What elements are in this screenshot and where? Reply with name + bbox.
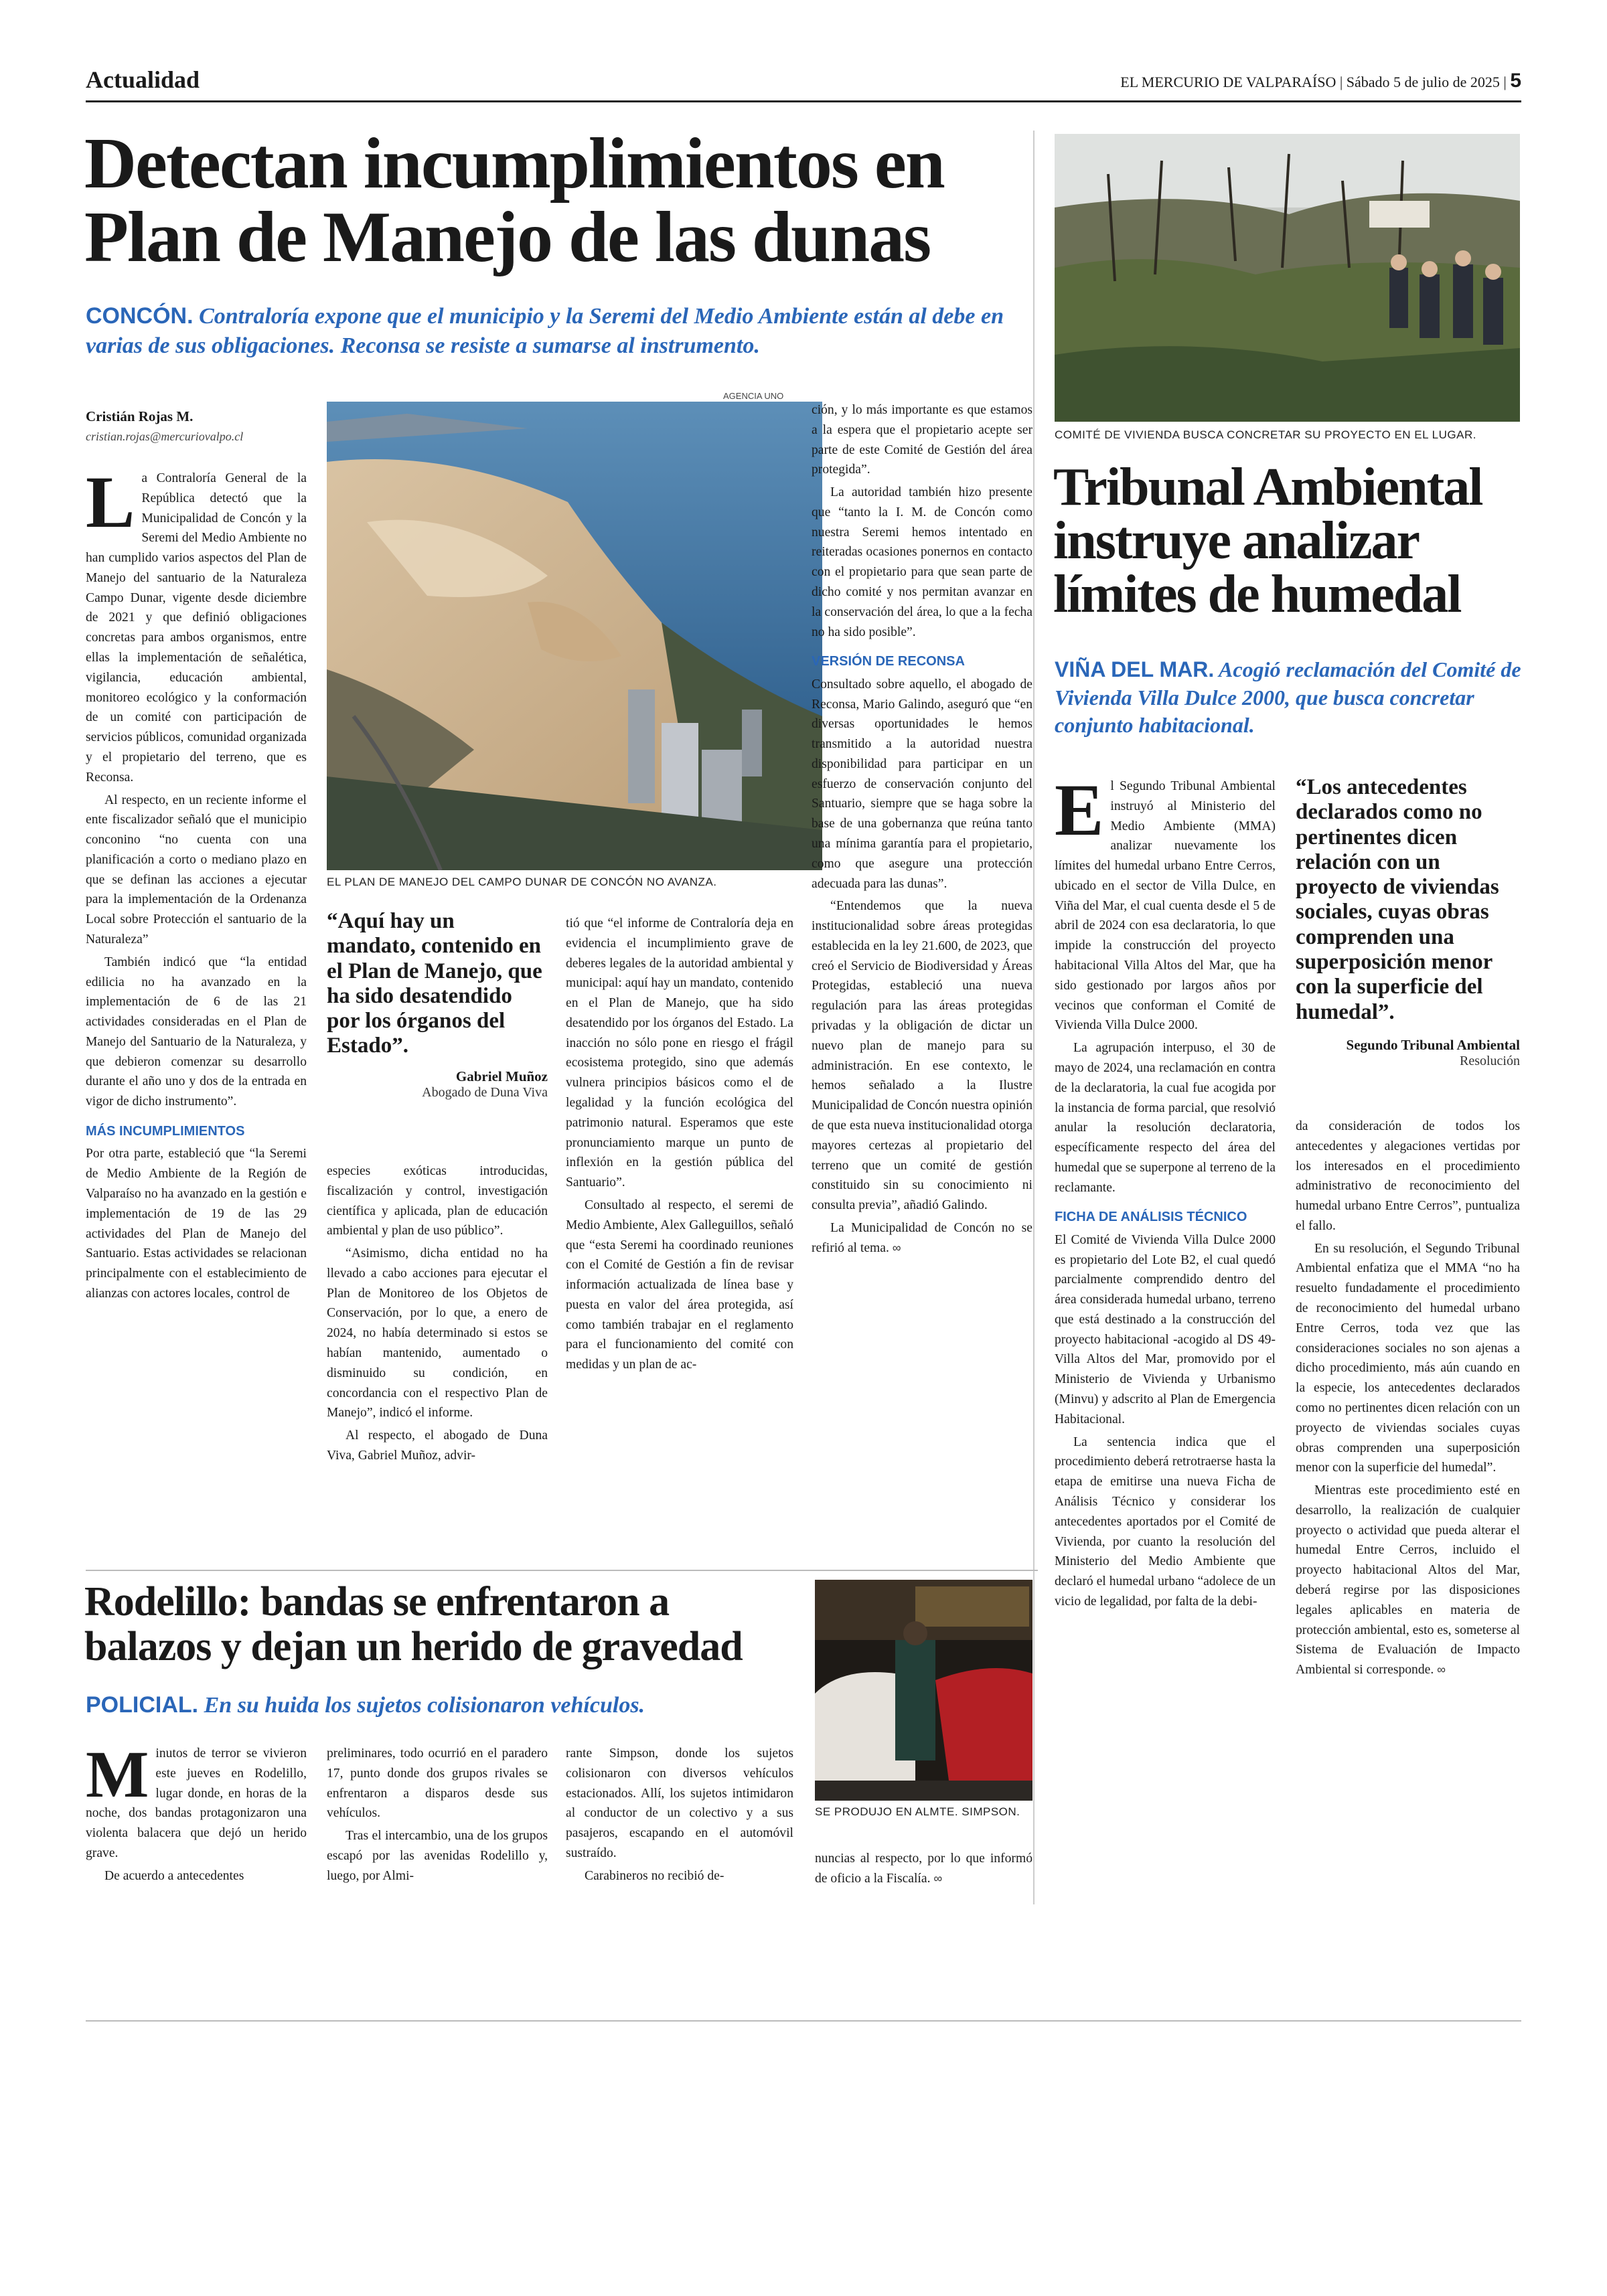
quote-name: Gabriel Muñoz	[455, 1068, 548, 1084]
issue-date: Sábado 5 de julio de 2025	[1346, 74, 1500, 90]
footer-rule	[86, 2020, 1521, 2022]
article3-column1: Minutos de terror se vivieron este jueves en Rodelillo, lugar donde, en horas de la noche, dos bandas protagonizaron una violenta balacera que dejó un herido grave. De acuerdo a antecedentes	[86, 1737, 307, 1883]
quote-text: “Los antecedentes declarados como no pertinentes dicen relación con un proyecto de viviendas sociales, cuyas obras comprenden una superposición menor con la superficie del humedal”.	[1296, 775, 1499, 1024]
article1-subhead-1: MÁS INCUMPLIMIENTOS	[86, 1124, 245, 1139]
article1-email[interactable]: cristian.rojas@mercuriovalpo.cl	[86, 430, 244, 443]
article2-pull-quote	[1296, 775, 1520, 1069]
end-mark-icon: ∞	[1437, 1663, 1446, 1677]
drop-cap: E	[1055, 769, 1104, 851]
article2-headline-line1: Tribunal Ambiental	[1053, 458, 1482, 517]
article2-headline-line2: instruye analizar	[1053, 511, 1419, 570]
header-rule	[86, 100, 1521, 102]
article2-lead	[1055, 656, 1523, 740]
article2-headline	[1053, 458, 1522, 624]
article1-pull-quote	[327, 909, 548, 1100]
article2-column2: da consideración de todos los antecedentes y alegaciones vertidas por los interesados en el procedimiento administrativo de reconocimiento del humedal urbano Entre Cerros”, puntualiza el fallo. En su resolución, el Segundo Tribunal Ambiental enfatiza que el MMA “no ha resuelto fundadamente el procedimiento de reconocimiento del humedal urbano Entre Cerros, toda vez que las consideraciones sociales no son ajenas a dicho procedimiento, más aún cuando en la especie, los antecedentes declarados como no pertinentes dicen relación con un proyecto de viviendas sociales cuyas obras comprenden una superposición menor con la superficie del humedal”. Mientras este procedimiento esté en desarrollo, la realización de cualquier proyecto o actividad que pueda alterar el humedal Entre Cerros, incluido el proyecto habitacional Altos del Mar, deberá regirse por las disposiciones legales aplicables en materia de protección ambiental, esto es, someterse al Sistema de Evaluación de Impacto Ambiental si corresponde. ∞	[1296, 1119, 1520, 1677]
dunes-photo	[327, 402, 822, 870]
article1-lead	[86, 301, 1037, 361]
article2-headline-line3: límites de humedal	[1053, 565, 1461, 624]
article3-column4: nuncias al respecto, por lo que informó de oficio a la Fiscalía. ∞	[815, 1852, 1032, 1886]
section-label: Actualidad	[86, 66, 200, 93]
quote-name: Segundo Tribunal Ambiental	[1346, 1036, 1520, 1053]
article-separator	[86, 1570, 1038, 1571]
quote-role: Abogado de Duna Viva	[422, 1084, 548, 1100]
article2-subhead: FICHA DE ANÁLISIS TÉCNICO	[1055, 1210, 1247, 1225]
column-divider	[1033, 131, 1035, 1904]
quote-text: “Aquí hay un mandato, contenido en el Plan de Manejo, que ha sido desatendido por los órganos del Estado”.	[327, 909, 542, 1058]
article1-column4: ción, y lo más importante es que estamos a la espera que el propietario acepte ser parte de este Comité de Gestión del área protegida”. La autoridad también hizo presente que “tanto la I. M. de Concón como nuestra Seremi hemos intentado en reiteradas ocasiones ponernos en contacto con el propietario para que sean parte de dicho comité y nos permitan avanzar en la conservación del área, lo que a la fecha no ha sido posible”. VERSIÓN DE RECONSA Consultado sobre aquello, el abogado de Reconsa, Mario Galindo, aseguró que “en diversas oportunidades le hemos transmitido a la autoridad nuestra disponibilidad para participar en un esfuerzo de conservación conjunto del Santuario, siempre que se haga sobre la base de una gobernanza que reúna tanto una mínima garantía para el propietario, como que asegure una protección adecuada para las dunas”. “Entendemos que la nueva institucionalidad sobre áreas protegidas establecida en la ley 21.600, de 2023, que creó el Servicio de Biodiversidad y Áreas Protegidas, estableció una nueva regulación para las áreas protegidas privadas y la obligación de dictar un nuevo plan de manejo para su administración. En ese contexto, le hemos señalado a la Ilustre Municipalidad de Concón nuestra opinión de que esta nueva institucionalidad otorga mayores certezas al propietario del terreno que un comité de gestión constituido sin su conocimiento ni consulta previa”, añadió Galindo. La Municipalidad de Concón no se refirió al tema. ∞	[812, 403, 1032, 1255]
article1-lead-text: Contraloría expone que el municipio y la Seremi del Medio Ambiente están al debe en varias de sus obligaciones. Reconsa se resiste a sumarse al instrumento.	[86, 304, 1004, 359]
end-mark-icon: ∞	[933, 1871, 943, 1885]
article1-headline-line1: Detectan incumplimientos en	[84, 124, 944, 203]
article2-column1: El Segundo Tribunal Ambiental instruyó al Ministerio del Medio Ambiente (MMA) analizar nuevamente los límites del humedal urbano Entre Cerros, ubicado en el sector de Villa Dulce, en Viña del Mar, el cual cuenta desde el 5 de abril de 2024 con esa declaratoria, lo que impide la construcción del proyecto habitacional Villa Altos del Mar, que ha sido gestionado por largos años por vecinos que conforman el Comité de Vivienda Villa Dulce 2000. La agrupación interpuso, el 30 de mayo de 2024, una reclamación en contra de la declaratoria, la cual fue acogida por la instancia de forma parcial, que resolvió anular la resolución declaratoria, específicamente respecto del área del humedal que se superpone al terreno de la reclamante. FICHA DE ANÁLISIS TÉCNICO El Comité de Vivienda Villa Dulce 2000 es propietario del Lote B2, el cual quedó parcialmente comprendido dentro del área considerada humedal urbano, terreno que está destinado a la construcción del proyecto habitacional -acogido al DS 49- Villa Altos del Mar, promovido por el Ministerio de Vivienda y Urbanismo (Minvu) y adscrito al Plan de Emergencia Habitacional. La sentencia indica que el procedimiento deberá retrotraerse hasta la etapa de emitirse una nueva Ficha de Análisis Técnico y considerar los antecedentes aportados por el Comité de Vivienda, por cuanto la resolución del Ministerio del Medio Ambiente que declaró el humedal urbano “adolece de un vicio de legalidad, por falta de la debi-	[1055, 769, 1276, 1609]
article3-headline	[84, 1580, 808, 1669]
end-mark-icon: ∞	[892, 1240, 901, 1254]
article2-lead-text: Acogió reclamación del Comité de Vivienda Villa Dulce 2000, que busca concretar conjunto habitacional.	[1055, 657, 1521, 738]
article3-photo-caption: SE PRODUJO EN ALMTE. SIMPSON.	[815, 1805, 1020, 1818]
photo-credit: AGENCIA UNO	[723, 391, 784, 401]
article2-kicker: VIÑA DEL MAR.	[1055, 657, 1215, 681]
article1-column3: tió que “el informe de Contraloría deja en evidencia el incumplimiento grave de deberes legales de la autoridad ambiental y municipal: aquí hay un mandato, contenido en el Plan de Manejo, que ha sido desatendido por los órganos del Estado. La inacción no sólo pone en riesgo el frágil ecosistema protegido, sino que además vulnera principios básicos como el de legalidad y la función ecológica del patrimonio natural. Esperamos que este pronunciamiento marque un punto de inflexión en la gestión pública del Santuario”. Consultado al respecto, el seremi de Medio Ambiente, Alex Galleguillos, señaló que “esta Seremi ha coordinado reuniones con el Comité de Gestión a fin de revisar información actualizada de línea base y puesta en valor del área protegida, así como también trabajar en el reglamento para el funcionamiento del comité con medidas y un plan de ac-	[566, 916, 793, 1372]
crash-scene-photo	[815, 1580, 1032, 1801]
drop-cap: L	[86, 461, 135, 543]
article3-lead	[86, 1690, 809, 1720]
article3-kicker: POLICIAL.	[86, 1692, 199, 1718]
article1-subhead-2: VERSIÓN DE RECONSA	[812, 654, 965, 669]
masthead: EL MERCURIO DE VALPARAÍSO | Sábado 5 de julio de 2025 | 5	[1120, 70, 1521, 92]
article3-column3: rante Simpson, donde los sujetos colisionaron con diversos vehículos estacionados. Allí, los sujetos intimidaron al conductor de un colectivo y a sus pasajeros, escapando en el automóvil sustraído. Carabineros no recibió de-	[566, 1746, 793, 1883]
newspaper-name: EL MERCURIO DE VALPARAÍSO	[1120, 74, 1336, 90]
article3-column2: preliminares, todo ocurrió en el paradero 17, punto donde dos grupos rivales se enfrentaron a disparos desde sus vehículos. Tras el intercambio, una de los grupos escapó por las avenidas Rodelillo y, luego, por Almi-	[327, 1746, 548, 1883]
article1-headline-line2: Plan de Manejo de las dunas	[84, 197, 931, 278]
article1-column2: especies exóticas introducidas, fiscalización y control, investigación científica y aplicada, plan de educación ambiental y plan de uso público”. “Asimismo, dicha entidad no ha llevado a cabo acciones para ejecutar el Plan de Monitoreo de los Objetos de Conservación, por lo que, a enero de 2024, no había determinado si estos se habían mantenido, aumentado o disminuido su condición, en concordancia con el respectivo Plan de Manejo”, indicó el informe. Al respecto, el abogado de Duna Viva, Gabriel Muñoz, advir-	[327, 1164, 548, 1463]
article1-author: Cristián Rojas M.	[86, 408, 194, 424]
article3-lead-text: En su huida los sujetos colisionaron vehículos.	[204, 1693, 645, 1718]
drop-cap: M	[86, 1737, 149, 1811]
article1-photo-caption: EL PLAN DE MANEJO DEL CAMPO DUNAR DE CONCÓN NO AVANZA.	[327, 876, 717, 888]
article2-photo-caption: COMITÉ DE VIVIENDA BUSCA CONCRETAR SU PROYECTO EN EL LUGAR.	[1055, 428, 1476, 441]
page-number: 5	[1510, 70, 1521, 92]
article3-headline-line1: Rodelillo: bandas se enfrentaron a	[84, 1579, 670, 1625]
article1-kicker: CONCÓN.	[86, 303, 194, 329]
quote-role: Resolución	[1460, 1053, 1520, 1068]
housing-committee-photo	[1055, 134, 1520, 422]
article1-column1: La Contraloría General de la República detectó que la Municipalidad de Concón y la Seremi del Medio Ambiente no han cumplido varios aspectos del Plan de Manejo del santuario de la Naturaleza Campo Dunar, vigente desde diciembre de 2021 y que definió obligaciones concretas para ambos organismos, entre ellas la implementación de señalética, vigilancia, educación ambiental, monitoreo ecológico y la conformación de un comité con participación de servicios públicos, comunidad organizada y el propietario del terreno, que es Reconsa. Al respecto, en un reciente informe el ente fiscalizador señaló que el municipio conconino “no cuenta con una planificación a corto o mediano plazo en que se definan las acciones a ejecutar para la implementación de la Ordenanza Local sobre Protección el santuario de la Naturaleza” También indicó que “la entidad edilicia no ha avanzado en la implementación de 6 de las 21 actividades consideradas en el Plan de Manejo del Santuario de la Naturaleza, y que debieron comenzar su desarrollo durante el año uno y dos de la entrada en vigor de dicho instrumento”. MÁS INCUMPLIMIENTOS Por otra parte, estableció que “la Seremi de Medio Ambiente de la Región de Valparaíso no ha avanzado en la gestión e implementación de 19 de las 29 actividades del Plan de Manejo del Santuario. Estas actividades se relacionan principalmente con el establecimiento de alianzas con actores locales, control de	[86, 461, 307, 1301]
article1-headline	[84, 124, 1022, 278]
article3-headline-line2: balazos y dejan un herido de gravedad	[84, 1623, 743, 1669]
